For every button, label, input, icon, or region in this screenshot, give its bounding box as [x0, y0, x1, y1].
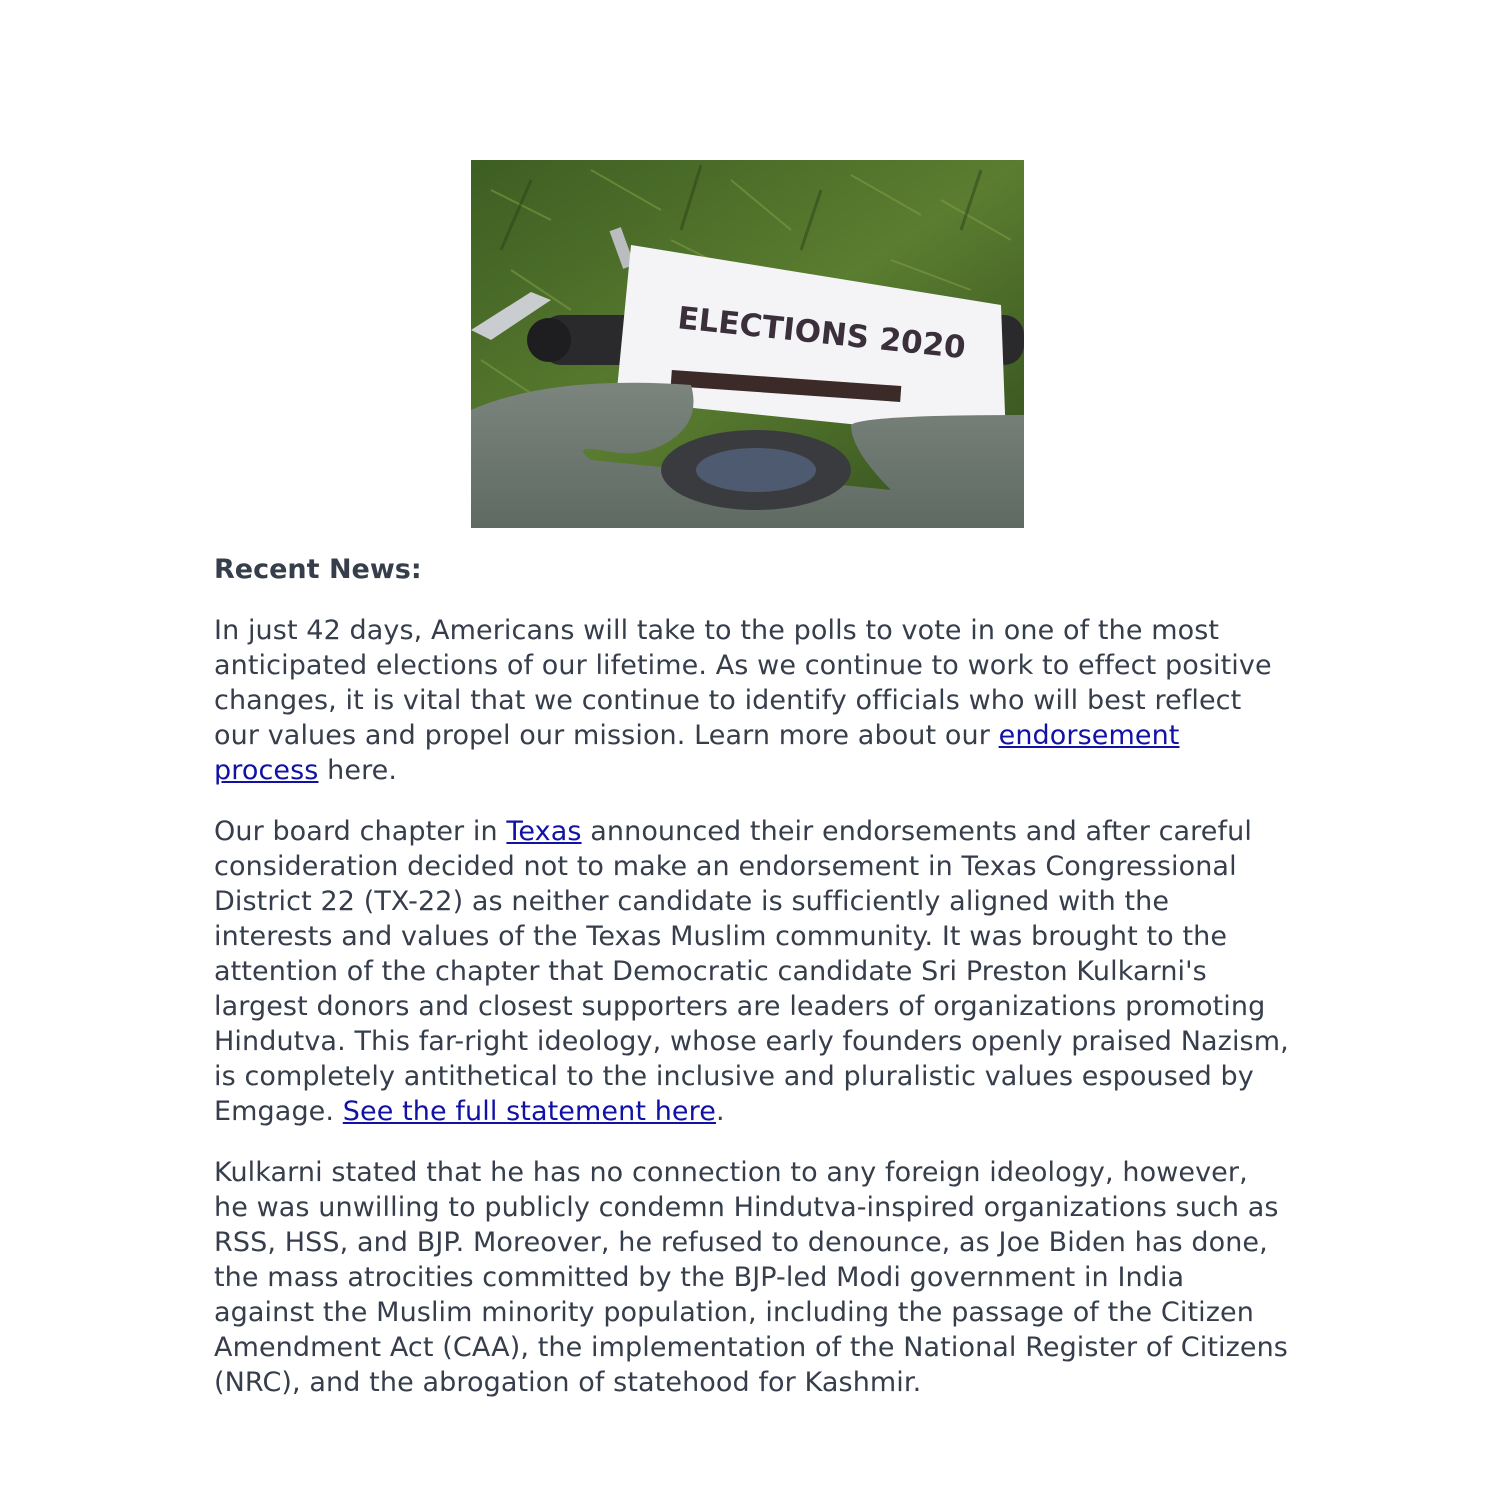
- paragraph-text: here.: [318, 755, 398, 786]
- paragraph-texas-chapter: [214, 814, 1289, 1129]
- texas-link[interactable]: Texas: [506, 816, 582, 847]
- full-statement-link[interactable]: See the full statement here: [342, 1096, 716, 1127]
- paper-text: ELECTIONS 2020: [675, 300, 968, 367]
- hero-image: [471, 160, 1024, 528]
- paragraph-endorsement-process: [214, 613, 1289, 788]
- paragraph-text: .: [715, 1096, 725, 1127]
- paragraph-text: In just 42 days, Americans will take to the polls to vote in one of the most anticipated elections of our lifetime. As we continue to work to effect positive changes, it is vital that we continue to identify officials who will best reflect our values and propel our mission. Learn more about our: [214, 615, 1272, 751]
- typewriter-illustration: [471, 160, 1024, 528]
- news-content: [214, 552, 1289, 1426]
- paragraph-kulkarni-statement: Kulkarni stated that he has no connection to any foreign ideology, however, he was unwilling to publicly condemn Hindutva-inspired organizations such as RSS, HSS, and BJP. Moreover, he refused to denounce, as Joe Biden has done, the mass atrocities committed by the BJP-led Modi government in India against the Muslim minority population, including the passage of the Citizen Amendment Act (CAA), the implementation of the National Register of Citizens (NRC), and the abrogation of statehood for Kashmir.: [214, 1157, 1288, 1398]
- paragraph-text: Our board chapter in: [214, 816, 507, 847]
- paragraph-text: announced their endorsements and after careful consideration decided not to make an endorsement in Texas Congressional District 22 (TX-22) as neither candidate is sufficiently aligned with the interests and values of the Texas Muslim community. It was brought to the attention of the chapter that Democratic candidate Sri Preston Kulkarni's largest donors and closest supporters are leaders of organizations promoting Hindutva. This far-right ideology, whose early founders openly praised Nazism, is completely antithetical to the inclusive and pluralistic values espoused by Emgage.: [214, 816, 1289, 1127]
- recent-news-heading: Recent News:: [214, 554, 422, 585]
- endorsement-process-link[interactable]: endorsement process: [214, 720, 1180, 786]
